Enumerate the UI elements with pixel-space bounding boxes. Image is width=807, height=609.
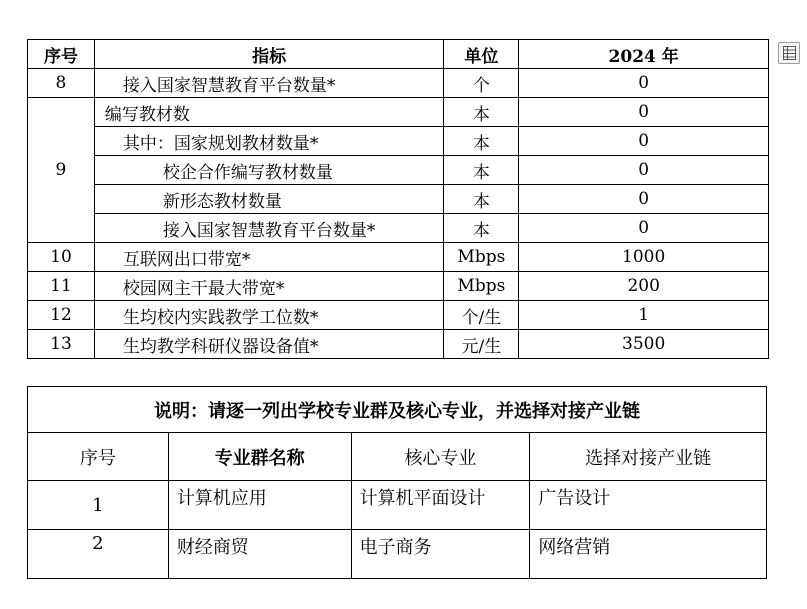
row-unit: Mbps (444, 243, 519, 272)
header-no: 序号 (28, 40, 95, 69)
header-no: 序号 (28, 433, 169, 481)
table-header-row (28, 433, 767, 481)
row-unit: 本 (444, 127, 519, 156)
row-industry-chain: 广告设计 (530, 481, 767, 530)
table-glyph-icon (783, 46, 796, 60)
table-row (28, 98, 769, 127)
table-caption: 说明：请逐一列出学校专业群及核心专业，并选择对接产业链 (28, 387, 767, 433)
row-value: 0 (519, 127, 769, 156)
row-no: 1 (28, 481, 169, 530)
table-row (28, 330, 769, 359)
row-no: 13 (28, 330, 95, 359)
row-core-major: 电子商务 (351, 530, 530, 579)
header-industry-chain: 选择对接产业链 (530, 433, 767, 481)
row-core-major: 计算机平面设计 (351, 481, 530, 530)
row-value: 0 (519, 98, 769, 127)
row-no: 11 (28, 272, 95, 301)
row-unit: 个 (444, 69, 519, 98)
table-row (28, 481, 767, 530)
row-no: 10 (28, 243, 95, 272)
table-row (28, 127, 769, 156)
row-indicator: 互联网出口带宽* (94, 243, 444, 272)
header-unit: 单位 (444, 40, 519, 69)
table-row (28, 243, 769, 272)
row-indicator: 生均校内实践教学工位数* (94, 301, 444, 330)
row-no: 9 (28, 98, 95, 243)
specialty-groups-table (27, 386, 767, 579)
table-row (28, 69, 769, 98)
row-no: 12 (28, 301, 95, 330)
header-year: 2024 年 (519, 40, 769, 69)
indicators-table (27, 39, 769, 359)
row-value: 0 (519, 156, 769, 185)
row-unit: 个/生 (444, 301, 519, 330)
row-industry-chain: 网络营销 (530, 530, 767, 579)
row-unit: 本 (444, 156, 519, 185)
row-value: 3500 (519, 330, 769, 359)
row-indicator: 编写教材数 (94, 98, 444, 127)
row-unit: Mbps (444, 272, 519, 301)
table-row (28, 214, 769, 243)
row-value: 0 (519, 185, 769, 214)
table-row (28, 272, 769, 301)
row-value: 1 (519, 301, 769, 330)
row-indicator: 校园网主干最大带宽* (94, 272, 444, 301)
row-indicator: 新形态教材数量 (94, 185, 444, 214)
row-no: 8 (28, 69, 95, 98)
row-unit: 元/生 (444, 330, 519, 359)
row-indicator: 生均教学科研仪器设备值* (94, 330, 444, 359)
header-indicator: 指标 (94, 40, 444, 69)
row-unit: 本 (444, 214, 519, 243)
table-row (28, 185, 769, 214)
row-indicator: 其中：国家规划教材数量* (94, 127, 444, 156)
row-unit: 本 (444, 98, 519, 127)
row-indicator: 接入国家智慧教育平台数量* (94, 69, 444, 98)
header-group-name: 专业群名称 (168, 433, 351, 481)
row-value: 0 (519, 214, 769, 243)
table-header-row (28, 40, 769, 69)
table-icon[interactable] (778, 42, 800, 64)
table-row (28, 301, 769, 330)
row-value: 1000 (519, 243, 769, 272)
table-row (28, 530, 767, 579)
row-value: 200 (519, 272, 769, 301)
table-row (28, 156, 769, 185)
row-no: 2 (28, 530, 169, 579)
row-group-name: 财经商贸 (168, 530, 351, 579)
row-unit: 本 (444, 185, 519, 214)
caption-row (28, 387, 767, 433)
row-group-name: 计算机应用 (168, 481, 351, 530)
row-value: 0 (519, 69, 769, 98)
header-core-major: 核心专业 (351, 433, 530, 481)
row-indicator: 接入国家智慧教育平台数量* (94, 214, 444, 243)
row-indicator: 校企合作编写教材数量 (94, 156, 444, 185)
